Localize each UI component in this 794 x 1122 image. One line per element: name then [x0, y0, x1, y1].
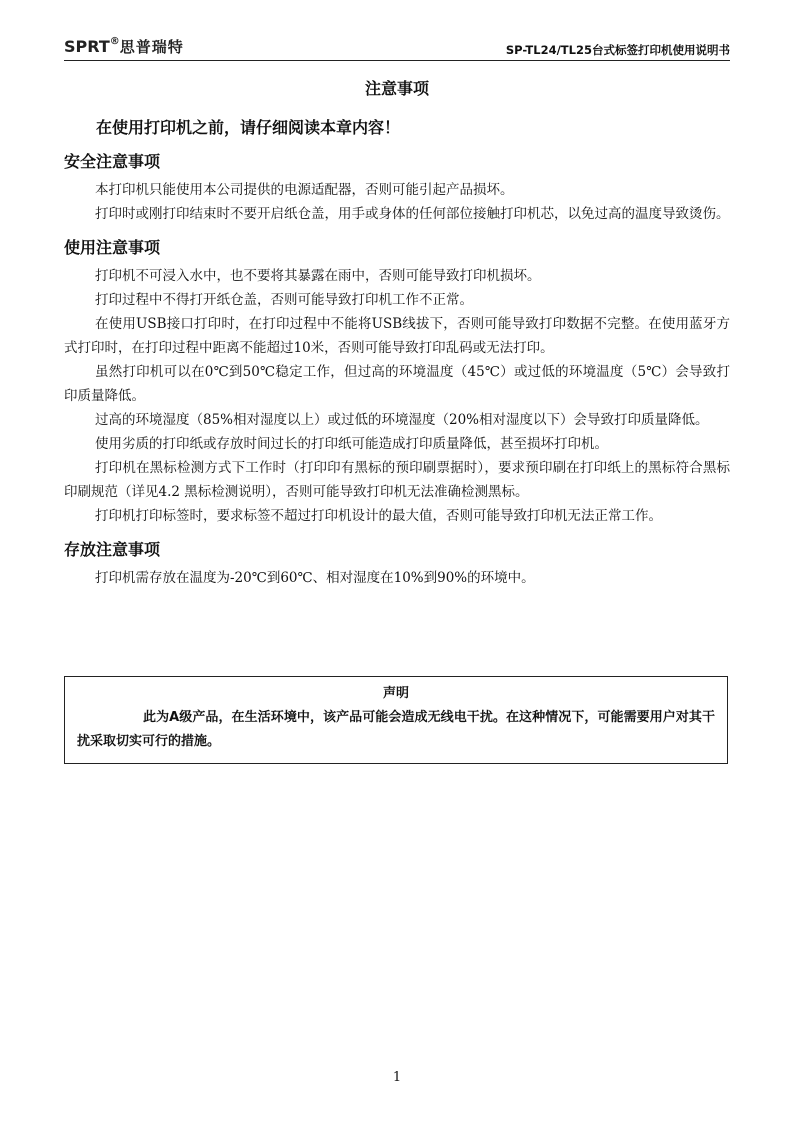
section-usage — [64, 236, 730, 528]
section-safety — [64, 150, 730, 226]
page-title: 注意事项 — [364, 79, 429, 98]
brand-logo — [64, 36, 184, 57]
page-number: 1 — [392, 1070, 402, 1085]
header-divider — [64, 60, 730, 61]
paragraph: 打印机需存放在温度为-20℃到60℃、相对湿度在10%到90%的环境中。 — [95, 570, 535, 586]
paragraph: 打印时或刚打印结束时不要开启纸仓盖，用手或身体的任何部位接触打印机芯，以免过高的温度导致烫伤。 — [95, 206, 730, 222]
notice-title: 声明 — [382, 686, 409, 701]
paragraph: 在使用USB接口打印时，在打印过程中不能将USB线拔下，否则可能导致打印数据不完整。在使用蓝牙方式打印时，在打印过程中距离不能超过10米，否则可能导致打印乱码或无法打印。 — [64, 316, 730, 356]
section-heading: 安全注意事项 — [64, 152, 161, 171]
section-heading: 使用注意事项 — [64, 238, 161, 257]
brand-name-cn: 思普瑞特 — [119, 38, 184, 56]
brand-name: SPRT — [64, 37, 110, 56]
paragraph: 过高的环境湿度（85%相对湿度以上）或过低的环境湿度（20%相对湿度以下）会导致打印质量降低。 — [95, 412, 709, 428]
paragraph: 本打印机只能使用本公司提供的电源适配器，否则可能引起产品损坏。 — [95, 182, 514, 198]
notice-text: 此为A级产品，在生活环境中，该产品可能会造成无线电干扰。在这种情况下，可能需要用户对其干扰采取切实可行的措施。 — [77, 710, 715, 749]
page-content — [64, 76, 730, 590]
paragraph: 打印机打印标签时，要求标签不超过打印机设计的最大值，否则可能导致打印机无法正常工作。 — [95, 508, 662, 524]
page-header — [64, 36, 730, 62]
section-storage — [64, 538, 730, 590]
paragraph: 打印机在黑标检测方式下工作时（打印印有黑标的预印刷票据时），要求预印刷在打印纸上的黑标符合黑标印刷规范（详见4.2 黑标检测说明），否则可能导致打印机无法准确检测黑标。 — [64, 460, 730, 500]
paragraph: 打印过程中不得打开纸仓盖，否则可能导致打印机工作不正常。 — [95, 292, 473, 308]
registered-mark: ® — [109, 35, 120, 47]
notice-box — [64, 676, 728, 764]
paragraph: 使用劣质的打印纸或存放时间过长的打印纸可能造成打印质量降低，甚至损坏打印机。 — [95, 436, 608, 452]
paragraph: 虽然打印机可以在0℃到50℃稳定工作，但过高的环境温度（45℃）或过低的环境温度（5℃）会导致打印质量降低。 — [64, 364, 730, 404]
document-title: SP-TL24/TL25台式标签打印机使用说明书 — [505, 43, 730, 57]
section-heading: 存放注意事项 — [64, 540, 161, 559]
paragraph: 打印机不可浸入水中，也不要将其暴露在雨中，否则可能导致打印机损坏。 — [95, 268, 541, 284]
chapter-subtitle: 在使用打印机之前，请仔细阅读本章内容！ — [96, 118, 401, 137]
